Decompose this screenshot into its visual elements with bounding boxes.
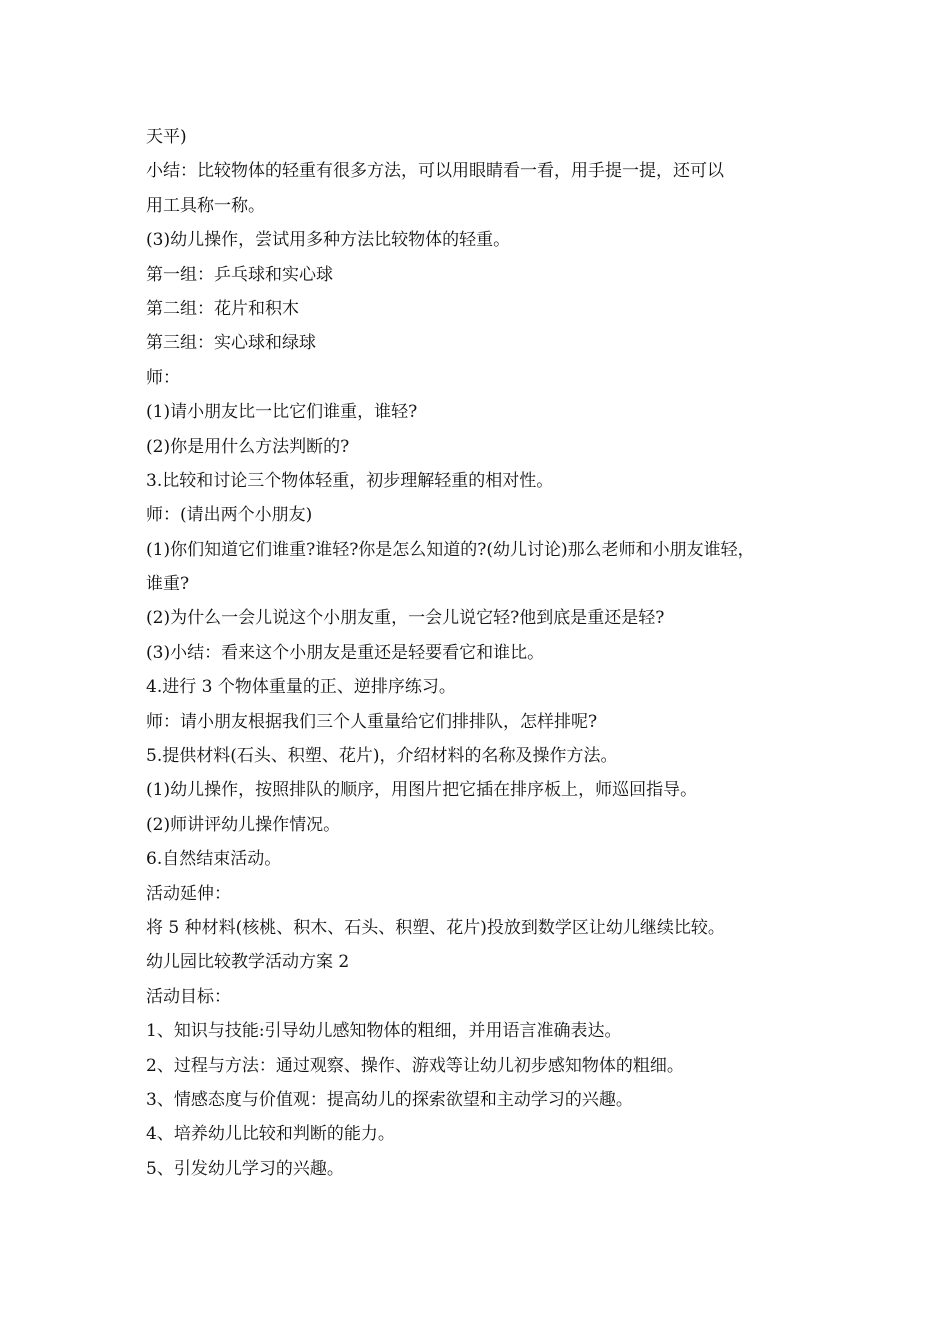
text-line: 5.提供材料(石头、积塑、花片)，介绍材料的名称及操作方法。: [146, 746, 618, 767]
text-line: (1)你们知道它们谁重?谁轻?你是怎么知道的?(幼儿讨论)那么老师和小朋友谁轻，: [146, 539, 755, 560]
text-line: (3)幼儿操作，尝试用多种方法比较物体的轻重。: [146, 230, 511, 251]
section-title: 幼儿园比较教学活动方案 2: [146, 952, 350, 973]
text-line: 6.自然结束活动。: [146, 849, 282, 870]
text-line: 2、过程与方法：通过观察、操作、游戏等让幼儿初步感知物体的粗细。: [146, 1055, 684, 1076]
text-line: 师：(请出两个小朋友): [146, 505, 313, 526]
text-line: 小结：比较物体的轻重有很多方法，可以用眼睛看一看，用手提一提，还可以: [146, 161, 724, 182]
text-line: 第一组：乒乓球和实心球: [146, 264, 333, 285]
text-line: 用工具称一称。: [146, 195, 265, 216]
text-line: 第二组：花片和积木: [146, 298, 299, 319]
text-line: 师：: [146, 367, 180, 388]
text-line: (1)请小朋友比一比它们谁重，谁轻?: [146, 402, 418, 423]
text-line: 第三组：实心球和绿球: [146, 333, 316, 354]
text-line: 活动延伸：: [146, 883, 231, 904]
text-line: 3.比较和讨论三个物体轻重，初步理解轻重的相对性。: [146, 470, 554, 491]
text-line: (2)师讲评幼儿操作情况。: [146, 814, 341, 835]
text-line: 天平): [146, 127, 187, 147]
text-line: 4、培养幼儿比较和判断的能力。: [146, 1124, 395, 1145]
text-line: (2)你是用什么方法判断的?: [146, 436, 350, 457]
text-line: 5、引发幼儿学习的兴趣。: [146, 1158, 344, 1179]
text-line: 将 5 种材料(核桃、积木、石头、积塑、花片)投放到数学区让幼儿继续比较。: [146, 917, 725, 938]
document-page: [146, 122, 826, 1188]
text-line: 师：请小朋友根据我们三个人重量给它们排排队，怎样排呢?: [146, 711, 598, 732]
text-line: (2)为什么一会儿说这个小朋友重，一会儿说它轻?他到底是重还是轻?: [146, 608, 665, 629]
text-line: 1、知识与技能:引导幼儿感知物体的粗细，并用语言准确表达。: [146, 1021, 622, 1042]
text-line: 谁重?: [146, 574, 190, 595]
text-line: 活动目标：: [146, 986, 231, 1007]
text-line: 4.进行 3 个物体重量的正、逆排序练习。: [146, 677, 456, 698]
text-line: (1)幼儿操作，按照排队的顺序，用图片把它插在排序板上，师巡回指导。: [146, 780, 698, 801]
text-line: 3、情感态度与价值观：提高幼儿的探索欲望和主动学习的兴趣。: [146, 1089, 633, 1110]
text-line: (3)小结：看来这个小朋友是重还是轻要看它和谁比。: [146, 642, 545, 663]
